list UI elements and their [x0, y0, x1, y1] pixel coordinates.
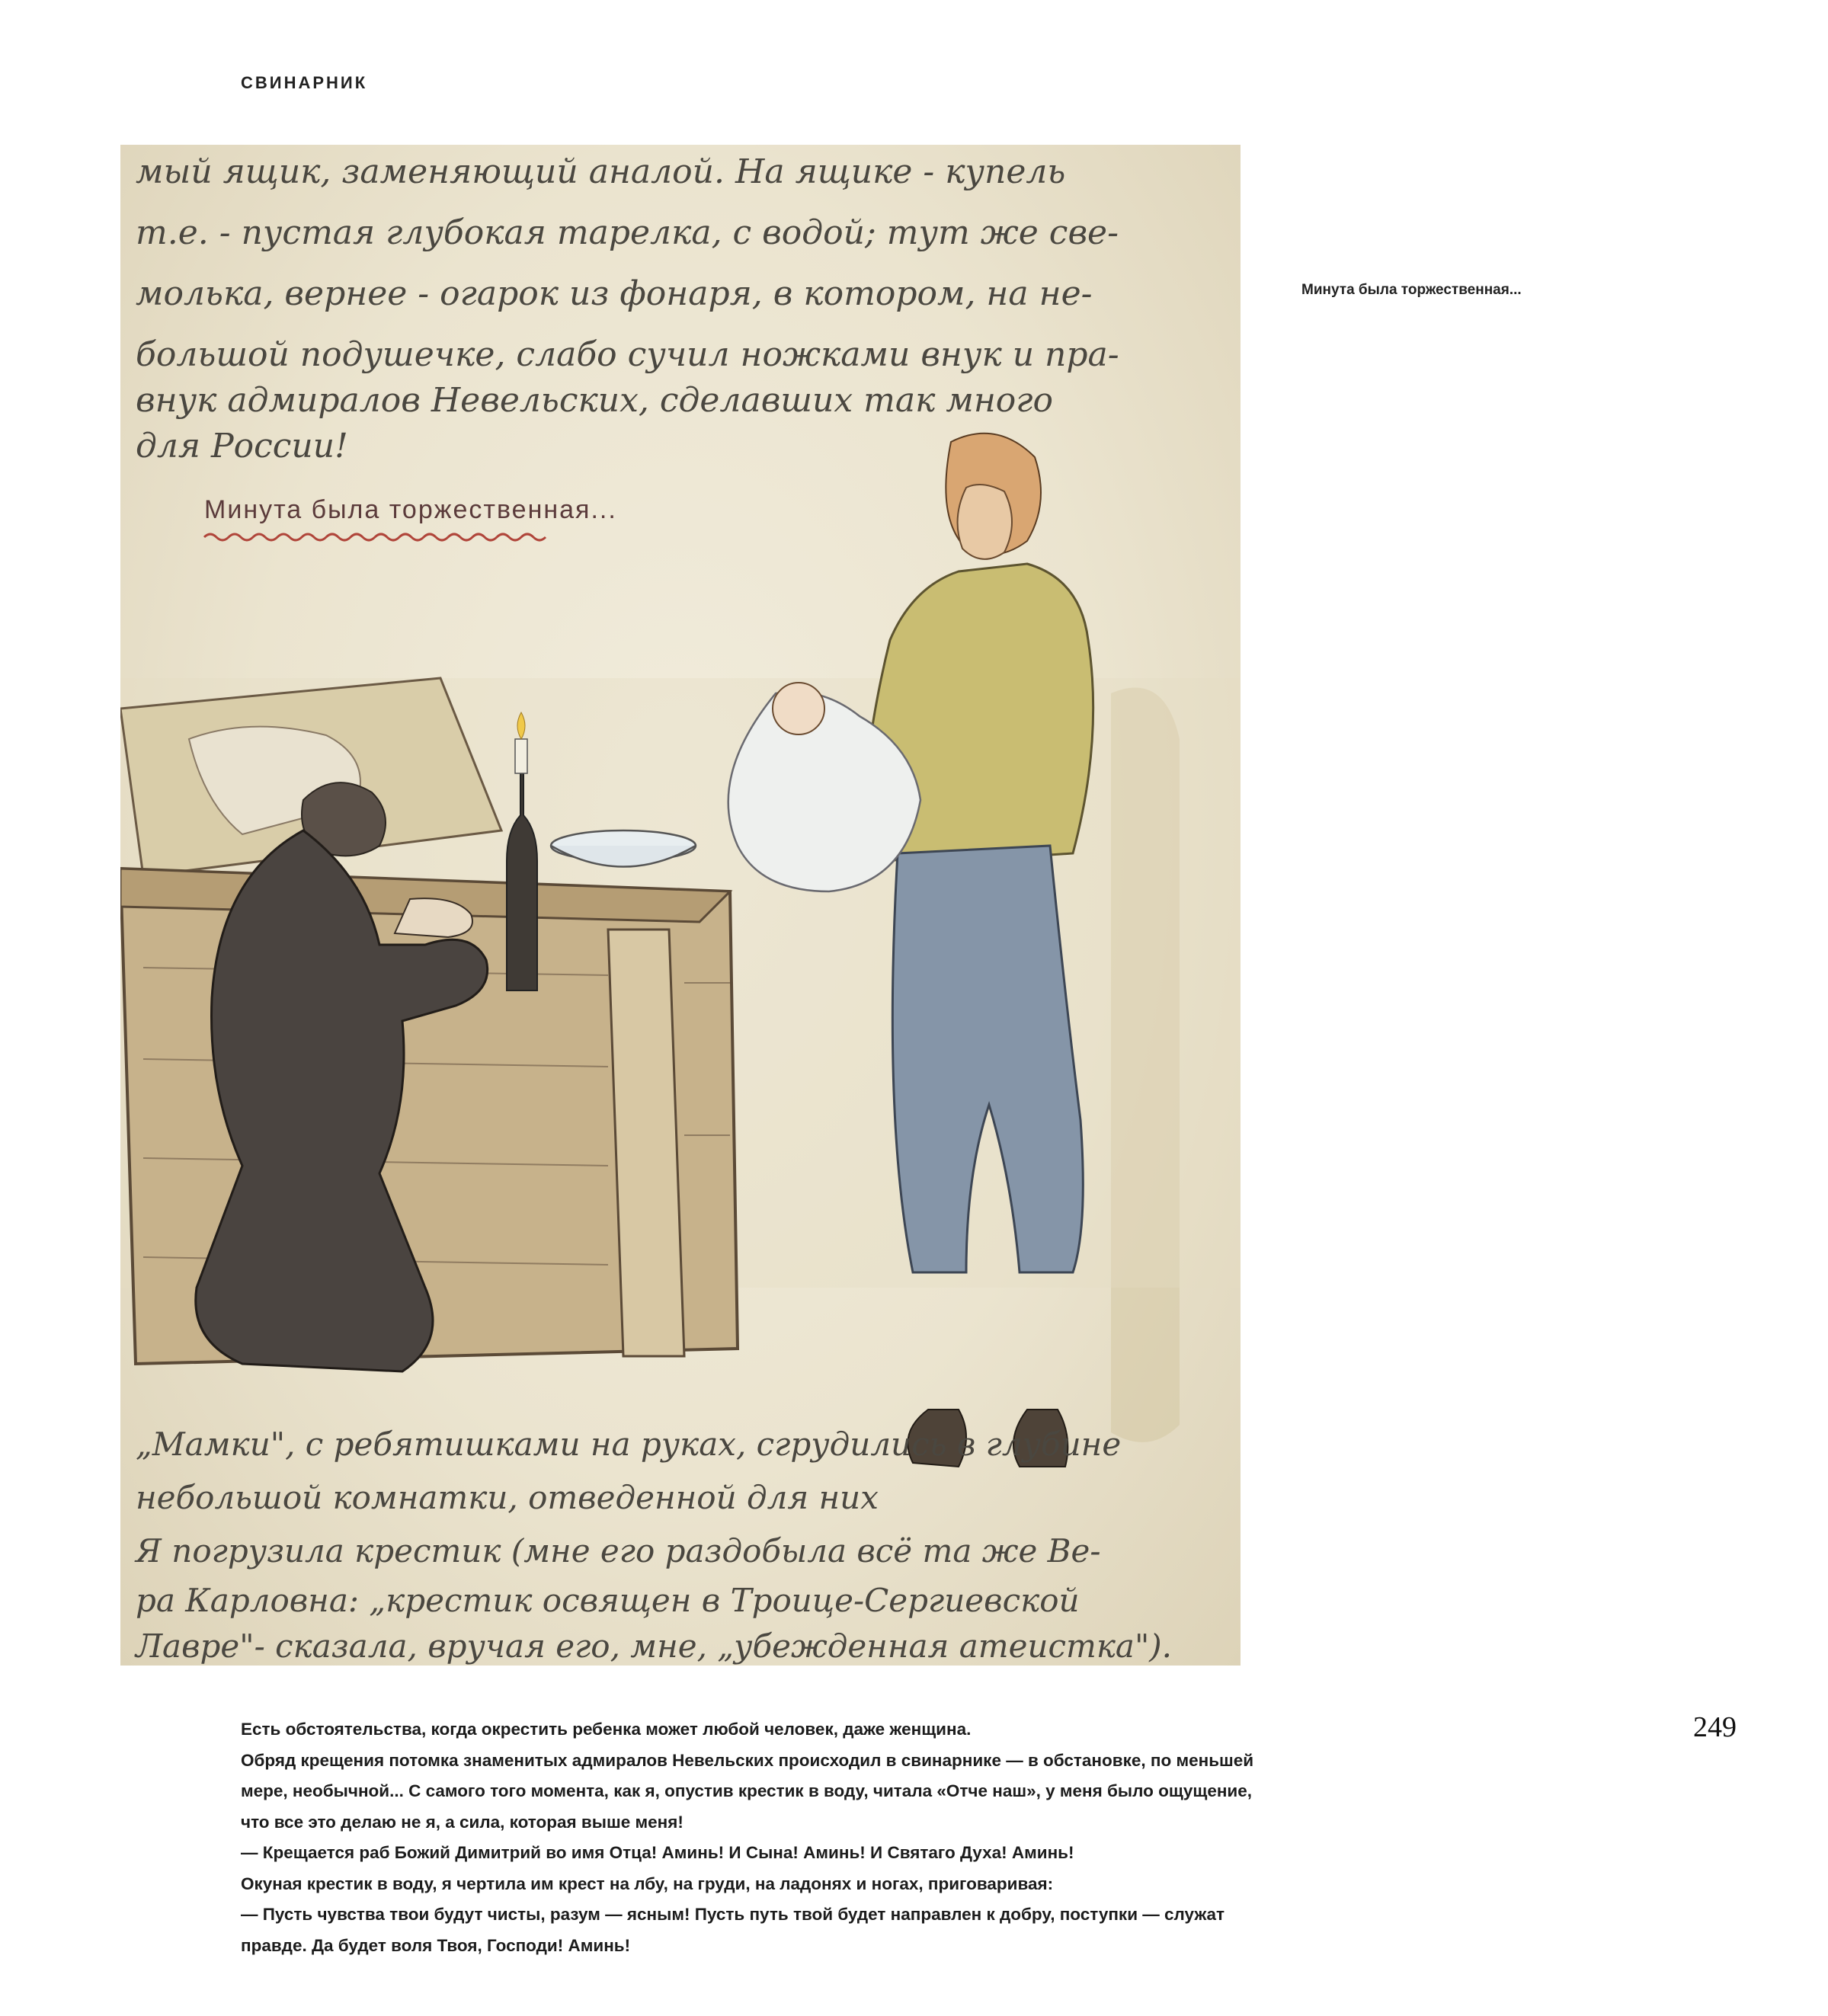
- handwriting-line: молька, вернее - огарок из фонаря, в котором, на не-: [136, 274, 1093, 313]
- handwriting-line: т.е. - пустая глубокая тарелка, с водой; тут же све-: [136, 213, 1119, 252]
- running-header: СВИНАРНИК: [241, 73, 368, 92]
- handwriting-line: мый ящик, заменяющий аналой. На ящике - купель: [136, 152, 1066, 191]
- handwriting-caption: Минута была торжественная...: [204, 495, 617, 524]
- page-number: 249: [1693, 1711, 1737, 1743]
- handwriting-line: большой подушечке, слабо сучил ножками внук и пра-: [136, 335, 1119, 374]
- paragraph-line: Окуная крестик в воду, я чертила им крест на лбу, на груди, на ладонях и ногах, приговаривая:: [241, 1874, 1054, 1893]
- handwriting-line: ра Карловна: „крестик освящен в Троице-Сергиевской: [136, 1582, 1080, 1619]
- paragraph-line: Есть обстоятельства, когда окрестить ребенка может любой человек, даже женщина.: [241, 1720, 972, 1739]
- illustration-plate: [120, 145, 1241, 1666]
- paragraph-line: Обряд крещения потомка знаменитых адмиралов Невельских происходил в свинарнике — в обстановке, по меньшей: [241, 1750, 1254, 1770]
- handwriting-line: „Мамки", с ребятишками на руках, сгрудились в глубине: [136, 1426, 1122, 1463]
- wavy-underline: [204, 534, 546, 540]
- paragraph-line: правде. Да будет воля Твоя, Господи! Аминь!: [241, 1935, 631, 1955]
- paragraph-line: — Крещается раб Божий Димитрий во имя Отца! Аминь! И Сына! Аминь! И Святаго Духа! Аминь!: [241, 1843, 1074, 1862]
- handwriting-line: для России!: [136, 427, 348, 466]
- handwriting-line: Я погрузила крестик (мне его раздобыла всё та же Ве-: [136, 1532, 1101, 1570]
- body-text: [241, 1714, 1551, 1961]
- standing-man-face: [958, 485, 1012, 559]
- illustration-drawing: [120, 145, 1241, 1666]
- infant-head: [773, 683, 824, 734]
- candle: [515, 739, 527, 773]
- handwriting-line: внук адмиралов Невельских, сделавших так много: [136, 381, 1054, 420]
- handwriting-line: Лавре"- сказала, вручая его, мне, „убежденная атеистка").: [136, 1627, 1172, 1665]
- paragraph-line: — Пусть чувства твои будут чисты, разум — ясным! Пусть путь твой будет направлен к добру, поступки — служат: [241, 1905, 1225, 1924]
- paragraph-line: что все это делаю не я, а сила, которая выше меня!: [241, 1812, 683, 1832]
- side-caption: Минута была торжественная...: [1301, 282, 1522, 298]
- handwriting-line: небольшой комнатки, отведенной для них: [136, 1479, 879, 1516]
- paragraph-line: мере, необычной... С самого того момента, как я, опустив крестик в воду, читала «Отче наш», у меня было ощущение,: [241, 1781, 1253, 1800]
